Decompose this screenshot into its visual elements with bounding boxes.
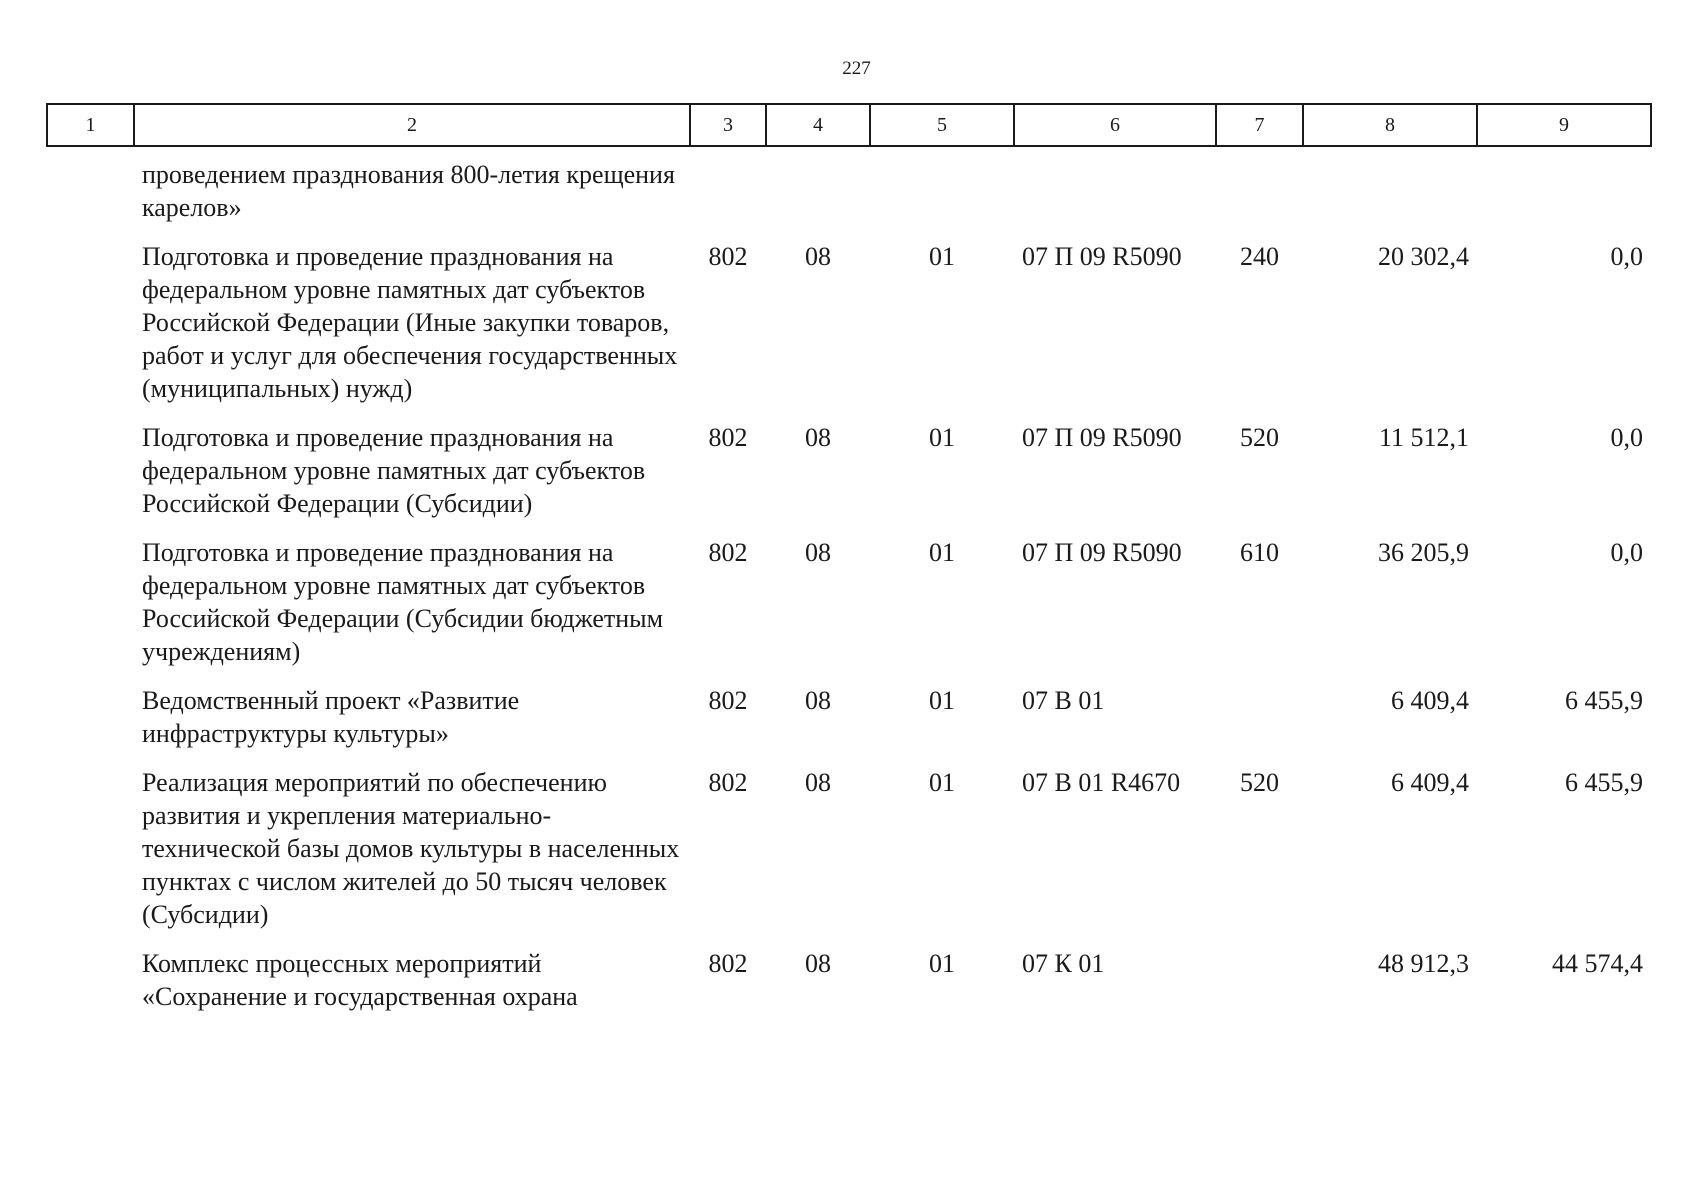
table-row	[47, 947, 1651, 1029]
column-header-7: 7	[1216, 104, 1303, 146]
subsection-code-cell: 01	[929, 686, 955, 715]
column-header-8: 8	[1303, 104, 1477, 146]
amount-col8-cell: 6 409,4	[1391, 686, 1469, 715]
ministry-code-cell: 802	[708, 423, 748, 452]
amount-col9-cell: 0,0	[1610, 423, 1643, 452]
amount-col8-cell: 6 409,4	[1391, 768, 1469, 797]
amount-col9-cell: 6 455,9	[1565, 768, 1643, 797]
target-item-code-cell: 07 П 09 R5090	[1022, 538, 1182, 567]
subsection-code-cell: 01	[929, 768, 955, 797]
amount-col9-cell: 44 574,4	[1552, 949, 1643, 978]
subsection-code-cell: 01	[929, 242, 955, 271]
row-number-cell	[47, 536, 134, 684]
subsection-code-cell: 01	[929, 423, 955, 452]
ministry-code-cell: 802	[708, 538, 748, 567]
row-number-cell	[47, 240, 134, 421]
table-body	[47, 146, 1651, 1029]
target-item-code-cell: 07 К 01	[1022, 949, 1105, 978]
table-row	[47, 421, 1651, 536]
table-row	[47, 536, 1651, 684]
column-header-6: 6	[1014, 104, 1216, 146]
item-name-cell: Подготовка и проведение празднования на федеральном уровне памятных дат субъектов Российской Федерации (Субсидии бюджетным учреждениям)	[142, 538, 664, 666]
column-header-5: 5	[870, 104, 1014, 146]
expense-type-code-cell: 610	[1240, 538, 1279, 567]
table-row	[47, 766, 1651, 947]
subsection-code-cell: 01	[929, 538, 955, 567]
expense-type-code-cell	[1216, 684, 1303, 766]
item-name-cell: Подготовка и проведение празднования на федеральном уровне памятных дат субъектов Российской Федерации (Иные закупки товаров, работ и услуг для обеспечения государственных (муниципальных) нужд)	[142, 242, 678, 403]
target-item-code-cell: 07 В 01	[1022, 686, 1105, 715]
expense-type-code-cell: 520	[1240, 768, 1279, 797]
item-name-cell: Реализация мероприятий по обеспечению развития и укрепления материально-технической базы домов культуры в населенных пунктах с числом жителей до 50 тысяч человек (Субсидии)	[142, 768, 680, 929]
amount-col9-cell: 0,0	[1610, 242, 1643, 271]
page-number: 227	[842, 58, 871, 79]
section-code-cell	[766, 146, 870, 240]
expense-type-code-cell: 240	[1240, 242, 1279, 271]
column-header-3: 3	[690, 104, 766, 146]
target-item-code-cell: 07 П 09 R5090	[1022, 423, 1182, 452]
amount-col9-cell: 0,0	[1610, 538, 1643, 567]
expense-type-code-cell: 520	[1240, 423, 1279, 452]
table-row	[47, 146, 1651, 240]
section-code-cell: 08	[805, 768, 831, 797]
item-name-cell: Ведомственный проект «Развитие инфраструктуры культуры»	[142, 686, 520, 748]
row-number-cell	[47, 421, 134, 536]
table-header	[47, 104, 1651, 146]
expense-type-code-cell	[1216, 146, 1303, 240]
section-code-cell: 08	[805, 242, 831, 271]
row-number-cell	[47, 766, 134, 947]
section-code-cell: 08	[805, 949, 831, 978]
section-code-cell: 08	[805, 686, 831, 715]
ministry-code-cell: 802	[708, 686, 748, 715]
row-number-cell	[47, 146, 134, 240]
amount-col8-cell: 48 912,3	[1378, 949, 1469, 978]
amount-col8-cell: 11 512,1	[1378, 423, 1469, 452]
column-header-9: 9	[1477, 104, 1651, 146]
section-code-cell: 08	[805, 423, 831, 452]
target-item-code-cell: 07 П 09 R5090	[1022, 242, 1182, 271]
column-number-row	[47, 104, 1651, 146]
amount-col8-cell	[1303, 146, 1477, 240]
item-name-cell: Подготовка и проведение празднования на федеральном уровне памятных дат субъектов Российской Федерации (Субсидии)	[142, 423, 646, 518]
row-number-cell	[47, 684, 134, 766]
item-name-cell: проведением празднования 800-летия крещения карелов»	[142, 160, 675, 222]
item-name-cell: Комплекс процессных мероприятий «Сохранение и государственная охрана	[142, 949, 578, 1011]
section-code-cell: 08	[805, 538, 831, 567]
table-row	[47, 240, 1651, 421]
table-row	[47, 684, 1651, 766]
amount-col8-cell: 36 205,9	[1378, 538, 1469, 567]
ministry-code-cell: 802	[708, 949, 748, 978]
amount-col9-cell	[1477, 146, 1651, 240]
column-header-1: 1	[47, 104, 134, 146]
expense-type-code-cell	[1216, 947, 1303, 1029]
target-item-code-cell	[1014, 146, 1216, 240]
target-item-code-cell: 07 В 01 R4670	[1022, 768, 1181, 797]
column-header-4: 4	[766, 104, 870, 146]
amount-col8-cell: 20 302,4	[1378, 242, 1469, 271]
ministry-code-cell: 802	[708, 768, 748, 797]
subsection-code-cell	[870, 146, 1014, 240]
budget-table	[46, 103, 1652, 1029]
amount-col9-cell: 6 455,9	[1565, 686, 1643, 715]
ministry-code-cell: 802	[708, 242, 748, 271]
subsection-code-cell: 01	[929, 949, 955, 978]
row-number-cell	[47, 947, 134, 1029]
column-header-2: 2	[134, 104, 690, 146]
ministry-code-cell	[690, 146, 766, 240]
